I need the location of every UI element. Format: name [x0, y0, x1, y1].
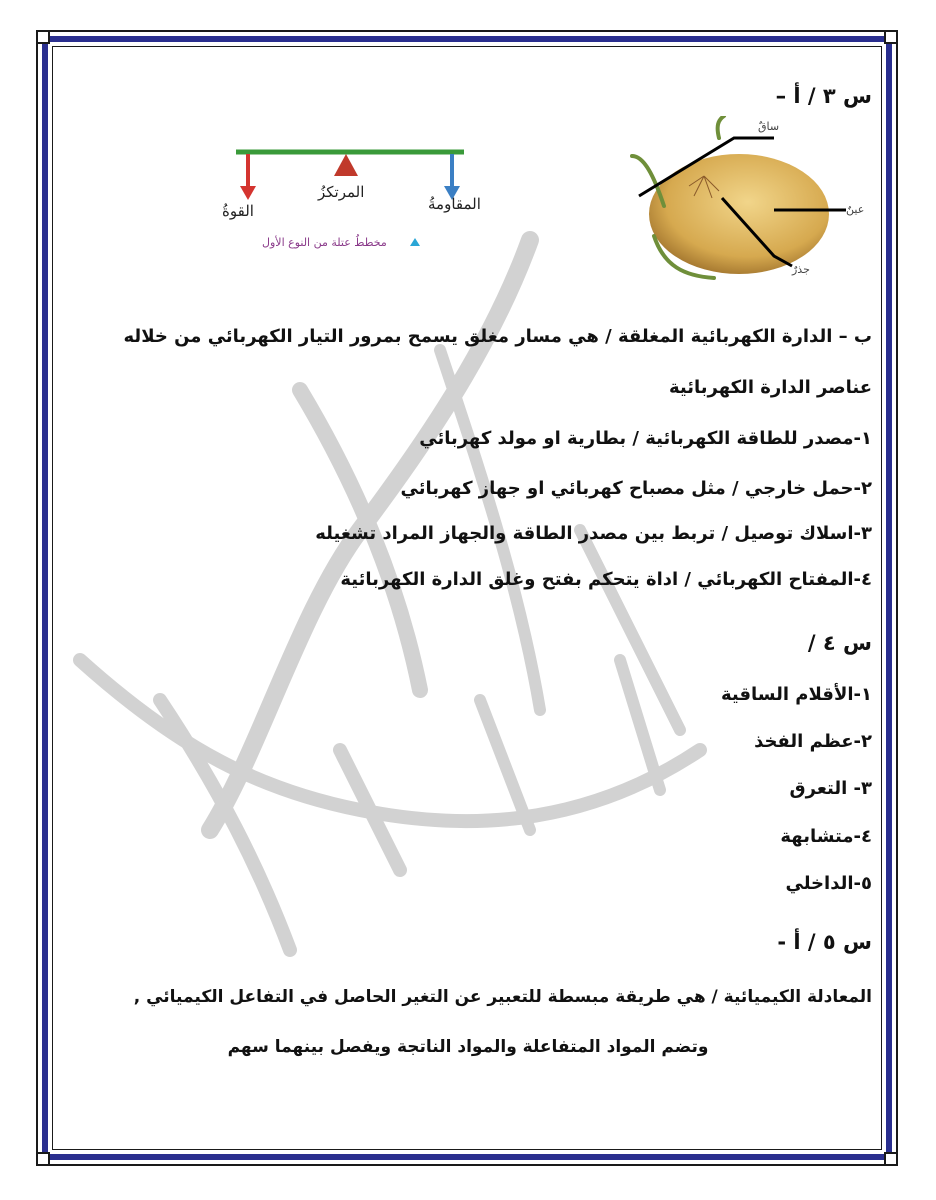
corner-ornament [884, 1152, 898, 1166]
potato-image [624, 116, 874, 306]
corner-ornament [36, 1152, 50, 1166]
q5-definition-line2: وتضم المواد المتفاعلة والمواد الناتجة ويفصل بينهما سهم [227, 1037, 709, 1057]
q4-item: ١-الأقلام الساقية [720, 684, 872, 705]
corner-ornament [884, 30, 898, 44]
stem-label: ساقٌ [758, 120, 780, 133]
q3-item: ٣-اسلاك توصيل / تربط بين مصدر الطاقة والجهاز المراد تشغيله [315, 523, 872, 544]
fulcrum-label: المرتكزُ [318, 183, 365, 201]
root-label: جذرٌ [792, 263, 810, 276]
corner-ornament [36, 30, 50, 44]
q4-heading: س ٤ / [807, 631, 872, 655]
q4-item: ٥-الداخلي [785, 873, 872, 894]
force-label: القوةُ [222, 202, 254, 220]
resistance-arrow [444, 154, 460, 200]
q3-item: ٤-المفتاح الكهربائي / اداة يتحكم بفتح وغلق الدارة الكهربائية [340, 569, 872, 590]
lever-caption: مخططُ عتلة من النوع الأول [262, 236, 387, 249]
components-title: عناصر الدارة الكهربائية [668, 377, 872, 398]
q4-item: ٣- التعرق [789, 778, 872, 799]
fulcrum-triangle [334, 154, 358, 176]
q4-item: ٢-عظم الفخذ [754, 731, 872, 752]
q4-item: ٤-متشابهة [780, 826, 872, 847]
force-arrow [240, 154, 256, 200]
q3-item: ٢-حمل خارجي / مثل مصباح كهربائي او جهاز كهربائي [400, 478, 872, 499]
q3-item: ١-مصدر للطاقة الكهربائية / بطارية او مولد كهربائي [419, 428, 872, 449]
caption-marker [410, 238, 420, 246]
q5-definition-line1: المعادلة الكيميائية / هي طريقة مبسطة للتعبير عن التغير الحاصل في التفاعل الكيميائي , [133, 987, 872, 1007]
q3-heading: س ٣ / أ – [775, 84, 872, 108]
resistance-label: المقاومةُ [428, 195, 481, 213]
q3-b-definition: ب – الدارة الكهربائية المغلقة / هي مسار مغلق يسمح بمرور التيار الكهربائي من خلاله [123, 326, 872, 347]
q5-heading: س ٥ / أ - [777, 930, 872, 954]
eye-label: عينٌ [846, 203, 865, 216]
